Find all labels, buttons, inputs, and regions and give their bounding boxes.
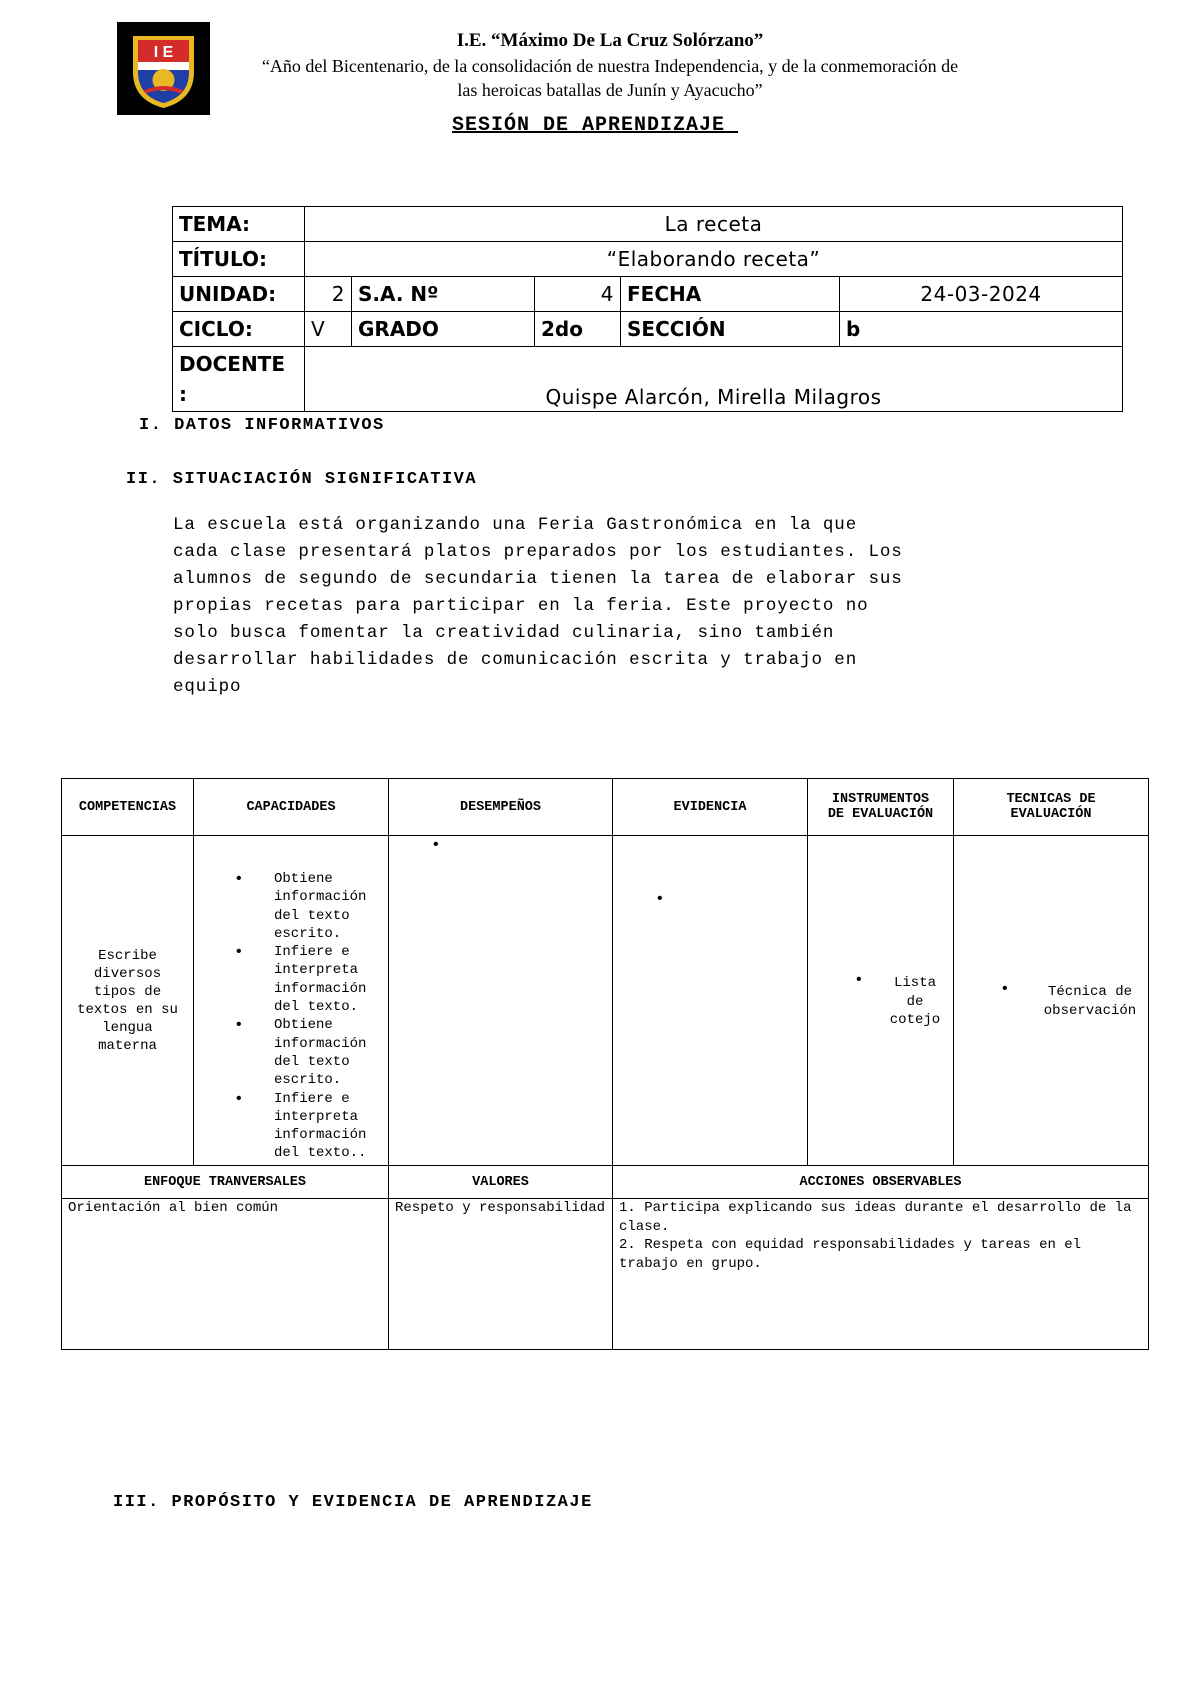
section-heading-situacion: II. SITUACIACIÓN SIGNIFICATIVA bbox=[126, 470, 478, 489]
sa-label: S.A. Nº bbox=[352, 277, 535, 312]
section-heading-proposito: III. PROPÓSITO Y EVIDENCIA DE APRENDIZAJE bbox=[113, 1493, 593, 1512]
table-row bbox=[173, 347, 1123, 412]
tecnica-line: observación bbox=[1043, 1002, 1137, 1019]
header-instrumentos bbox=[808, 779, 954, 836]
year-motto bbox=[210, 54, 1010, 102]
year-motto-line: “Año del Bicentenario, de la consolidación de nuestra Independencia, y de la conmemoración de bbox=[261, 56, 959, 76]
instrumento-text bbox=[880, 974, 950, 1030]
unidad-label: UNIDAD: bbox=[173, 277, 305, 312]
capacidades-list bbox=[194, 870, 384, 1163]
enfoque-cell: Orientación al bien común bbox=[62, 1199, 389, 1350]
docente-value: Quispe Alarcón, Mirella Milagros bbox=[305, 347, 1123, 412]
sa-value: 4 bbox=[535, 277, 621, 312]
tecnica-bullet: • bbox=[1000, 980, 1010, 998]
acciones-cell bbox=[613, 1199, 1149, 1350]
table-header-row bbox=[62, 779, 1149, 836]
fecha-label: FECHA bbox=[621, 277, 840, 312]
table-row bbox=[62, 1199, 1149, 1350]
empty-bullet: • bbox=[655, 890, 665, 908]
unidad-value: 2 bbox=[305, 277, 352, 312]
competencia-line: tipos de bbox=[93, 983, 162, 1000]
tecnica-line: Técnica de bbox=[1047, 984, 1132, 1000]
header-competencias: COMPETENCIAS bbox=[62, 779, 194, 836]
situation-line: alumnos de segundo de secundaria tienen la tarea de elaborar sus bbox=[173, 569, 903, 589]
tema-label: TEMA: bbox=[173, 207, 305, 242]
header-acciones: ACCIONES OBSERVABLES bbox=[613, 1166, 1149, 1199]
header-capacidades: CAPACIDADES bbox=[194, 779, 389, 836]
valores-cell: Respeto y responsabilidad bbox=[389, 1199, 613, 1350]
header-line: TECNICAS DE bbox=[1006, 792, 1096, 807]
capacidades-cell bbox=[194, 836, 389, 1166]
seccion-label: SECCIÓN bbox=[621, 312, 840, 347]
situation-line: desarrollar habilidades de comunicación escrita y trabajo en bbox=[173, 650, 858, 670]
empty-bullet: • bbox=[431, 836, 441, 854]
accion-item: 1. Participa explicando sus ideas durante el desarrollo de la clase. bbox=[619, 1200, 1132, 1235]
instrumento-line: Lista bbox=[893, 975, 936, 991]
header-enfoque: ENFOQUE TRANVERSALES bbox=[62, 1166, 389, 1199]
shield-icon bbox=[117, 22, 210, 115]
desempenos-cell bbox=[389, 836, 613, 1166]
ciclo-value: V bbox=[305, 312, 352, 347]
instrumento-line: cotejo bbox=[889, 1012, 941, 1028]
header-line: DE EVALUACIÓN bbox=[827, 807, 934, 822]
school-name: I.E. “Máximo De La Cruz Solórzano” bbox=[456, 30, 764, 51]
competencia-cell bbox=[62, 836, 194, 1166]
list-item: • Obtiene información del texto escrito. bbox=[194, 870, 384, 943]
competencia-line: diversos bbox=[93, 965, 162, 982]
table-row bbox=[173, 207, 1123, 242]
list-item: • Infiere e interpreta información del texto. bbox=[194, 943, 384, 1016]
school-logo bbox=[117, 22, 210, 115]
titulo-label: TÍTULO: bbox=[173, 242, 305, 277]
list-item: • Infiere e interpreta información del texto.. bbox=[194, 1090, 384, 1163]
docente-label bbox=[173, 347, 305, 412]
grado-label: GRADO bbox=[352, 312, 535, 347]
tema-value: La receta bbox=[305, 207, 1123, 242]
list-item: • Obtiene información del texto escrito. bbox=[194, 1016, 384, 1089]
instrumento-bullet: • bbox=[854, 971, 864, 989]
situation-line: solo busca fomentar la creatividad culinaria, sino también bbox=[173, 623, 835, 643]
situation-line: cada clase presentará platos preparados por los estudiantes. Los bbox=[173, 542, 903, 562]
document-title: SESIÓN DE APRENDIZAJE bbox=[452, 114, 739, 137]
competencias-table bbox=[61, 778, 1149, 1350]
tecnicas-cell bbox=[954, 836, 1149, 1166]
instrumento-line: de bbox=[906, 993, 924, 1010]
docente-label-line: DOCENTE bbox=[179, 352, 285, 376]
fecha-value: 24-03-2024 bbox=[840, 277, 1123, 312]
table-row bbox=[62, 836, 1149, 1166]
table-row bbox=[173, 242, 1123, 277]
competencia-line: materna bbox=[98, 1037, 157, 1054]
table-row bbox=[173, 277, 1123, 312]
instrumentos-cell bbox=[808, 836, 954, 1166]
competencia-line: lengua bbox=[102, 1019, 153, 1036]
situation-line: equipo bbox=[173, 677, 242, 697]
competencia-line: Escribe bbox=[98, 947, 157, 964]
header-evidencia: EVIDENCIA bbox=[613, 779, 808, 836]
evidencia-cell bbox=[613, 836, 808, 1166]
table-header-row bbox=[62, 1166, 1149, 1199]
svg-text:I E: I E bbox=[153, 44, 174, 61]
header-valores: VALORES bbox=[389, 1166, 613, 1199]
situation-paragraph bbox=[173, 512, 1073, 701]
header-line: INSTRUMENTOS bbox=[831, 792, 930, 807]
year-motto-line: las heroicas batallas de Junín y Ayacucho” bbox=[457, 80, 763, 100]
seccion-value: b bbox=[840, 312, 1123, 347]
docente-label-line: : bbox=[179, 382, 187, 406]
grado-value: 2do bbox=[535, 312, 621, 347]
ciclo-label: CICLO: bbox=[173, 312, 305, 347]
table-row bbox=[173, 312, 1123, 347]
header-line: EVALUACIÓN bbox=[1010, 807, 1092, 822]
competencia-line: textos en su bbox=[77, 1001, 178, 1018]
situation-line: La escuela está organizando una Feria Gastronómica en la que bbox=[173, 515, 858, 535]
section-heading-datos: I. DATOS INFORMATIVOS bbox=[139, 416, 385, 435]
tecnica-text bbox=[1032, 983, 1148, 1020]
situation-line: propias recetas para participar en la feria. Este proyecto no bbox=[173, 596, 869, 616]
titulo-value: “Elaborando receta” bbox=[305, 242, 1123, 277]
info-table bbox=[172, 206, 1123, 412]
header-tecnicas bbox=[954, 779, 1149, 836]
accion-item: 2. Respeta con equidad responsabilidades y tareas en el trabajo en grupo. bbox=[619, 1237, 1082, 1272]
header-desempenos: DESEMPEÑOS bbox=[389, 779, 613, 836]
